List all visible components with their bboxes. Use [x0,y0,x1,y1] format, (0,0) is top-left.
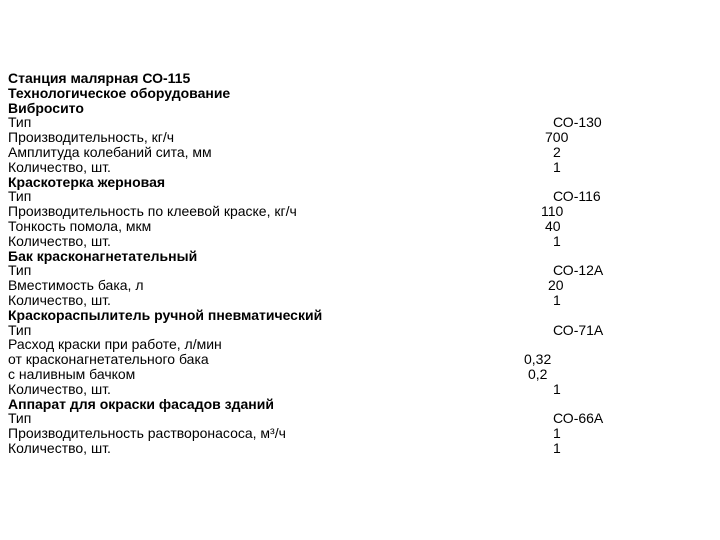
spec-label: Количество, шт. [8,232,111,249]
spec-label: от красконагнетательного бака [8,351,209,368]
spec-value: 1 [553,439,561,456]
spec-label: Тип [8,410,32,427]
spec-value: СО-130 [553,114,602,131]
spec-label: Амплитуда колебаний сита, мм [8,143,212,160]
spec-row-sprayer-consumption [8,337,708,352]
spec-label: Количество, шт. [8,380,111,397]
spec-label: Производительность растворонасоса, м³/ч [8,425,286,442]
spec-row-sprayer-from-tank [8,352,708,367]
spec-label: Расход краски при работе, л/мин [8,336,222,353]
section-title-tank [8,249,708,264]
spec-row-sieve-amplitude [8,145,708,160]
spec-label: Тип [8,114,32,131]
spec-row-facade-type [8,411,708,426]
spec-value: СО-71А [553,321,604,338]
spec-value: СО-116 [553,188,601,205]
section-title-facade [8,397,708,412]
spec-value: СО-66А [553,410,604,427]
spec-row-tank-count [8,293,708,308]
spec-value: 0,32 [524,351,552,368]
section-title-text: Вибросито [8,99,84,116]
spec-label: Количество, шт. [8,291,111,308]
spec-value: 1 [553,158,561,175]
station-title [8,71,708,86]
spec-row-grinder-fineness [8,219,708,234]
spec-row-tank-capacity [8,278,708,293]
spec-value: 1 [553,380,561,397]
spec-row-facade-count [8,441,708,456]
spec-label: Производительность по клеевой краске, кг/ч [8,203,297,220]
section-title-text: Краскотерка жерновая [8,173,166,190]
section-title-text: Бак красконагнетательный [8,247,198,264]
equipment-spec-document [8,71,708,456]
spec-row-grinder-productivity [8,204,708,219]
section-title-sieve [8,101,708,116]
spec-value: 40 [545,217,561,234]
spec-label: Тип [8,262,32,279]
equipment-subtitle-text: Технологическое оборудование [8,84,231,101]
equipment-subtitle [8,86,708,101]
section-title-text: Краскораспылитель ручной пневматический [8,306,323,323]
spec-label: Количество, шт. [8,439,111,456]
spec-value: 0,2 [528,365,548,382]
spec-value: 1 [553,232,561,249]
spec-row-facade-productivity [8,426,708,441]
spec-row-sprayer-with-cup [8,367,708,382]
spec-value: 1 [553,291,561,308]
spec-row-tank-type [8,263,708,278]
section-title-grinder [8,175,708,190]
spec-row-grinder-type [8,189,708,204]
spec-label: Тип [8,188,32,205]
spec-row-sprayer-type [8,323,708,338]
spec-label: Тип [8,321,32,338]
spec-value: 110 [541,203,564,220]
spec-row-sieve-type [8,115,708,130]
section-title-text: Аппарат для окраски фасадов зданий [8,395,274,412]
spec-value: 700 [545,129,569,146]
spec-value: 2 [553,143,561,160]
section-title-sprayer [8,308,708,323]
spec-label: Вместимость бака, л [8,277,144,294]
spec-value: 1 [553,425,561,442]
spec-row-sieve-productivity [8,130,708,145]
spec-row-sprayer-count [8,382,708,397]
station-title-text: Станция малярная СО-115 [8,70,191,86]
spec-label: Производительность, кг/ч [8,129,175,146]
spec-row-grinder-count [8,234,708,249]
spec-value: СО-12А [553,262,604,279]
spec-label: Количество, шт. [8,158,111,175]
spec-row-sieve-count [8,160,708,175]
spec-value: 20 [548,277,564,294]
spec-label: Тонкость помола, мкм [8,217,152,234]
spec-label: с наливным бачком [8,365,136,382]
